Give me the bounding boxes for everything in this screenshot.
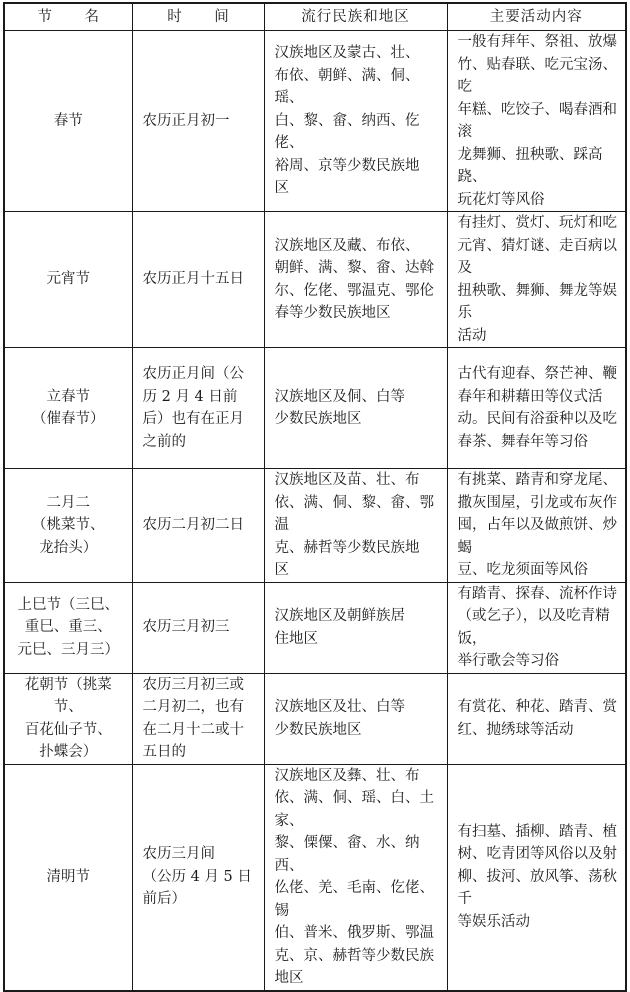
cell-line: 白、黎、畲、纳西、仡佬、 <box>274 112 420 152</box>
cell-line: 春节 <box>53 112 83 129</box>
cell-line: 农历正月间（公 <box>142 366 244 382</box>
cell-region <box>264 673 447 764</box>
table-body <box>4 31 626 991</box>
cell-name <box>4 582 132 673</box>
cell-line: （或乞子），以及吃青精饭， <box>457 608 610 647</box>
table-row <box>4 469 626 583</box>
cell-time <box>132 673 264 764</box>
cell-activity <box>447 31 626 212</box>
cell-line: 春年和耕藉田等仪式活 <box>457 388 603 405</box>
cell-line: 汉族地区及苗、壮、布 <box>274 472 420 488</box>
cell-name <box>4 764 132 991</box>
cell-line: 竹、贴春联、吃元宝汤、吃 <box>457 56 617 95</box>
cell-line: 农历三月初三或 <box>142 676 244 693</box>
cell-line: （桃菜节、 <box>32 517 105 533</box>
cell-line: 活动 <box>457 327 487 344</box>
cell-line: 扭秧歌、舞狮、舞龙等娱乐 <box>457 282 617 321</box>
cell-line: 农历正月十五日 <box>142 271 244 288</box>
cell-time <box>132 582 264 673</box>
cell-line: 汉族地区及蒙古、壮、 <box>274 45 420 62</box>
cell-line: 克、赫哲等少数民族地 <box>274 539 420 556</box>
cell-line: 农历正月初一 <box>142 112 230 129</box>
cell-line: 有踏青、探春、流杯作诗 <box>457 585 617 602</box>
cell-time <box>132 348 264 469</box>
cell-line: 区 <box>274 180 289 197</box>
cell-line: 元巳、三月三） <box>17 641 119 658</box>
cell-line: 花朝节（挑菜节、 <box>24 676 112 715</box>
cell-line: 依、满、侗、黎、畲、鄂温 <box>274 494 434 533</box>
festival-table <box>3 2 627 992</box>
cell-line: 二月初二，也有 <box>142 699 244 715</box>
cell-line: 等娱乐活动 <box>457 913 530 930</box>
cell-line: 清明节 <box>46 868 90 885</box>
cell-name <box>4 673 132 764</box>
cell-line: 龙舞狮、扭秧歌、踩高跷、 <box>457 146 603 185</box>
cell-line: 裕周、京等少数民族地 <box>274 157 420 174</box>
cell-line: 红、抛绣球等活动 <box>457 721 574 738</box>
table-row <box>4 31 626 212</box>
cell-activity <box>447 212 626 348</box>
header-region: 流行民族和地区 <box>264 3 447 31</box>
cell-line: 依、满、侗、瑶、白、土家、 <box>274 790 434 829</box>
cell-line: 之前的 <box>142 433 186 450</box>
cell-line: 后）也有在正月 <box>142 411 244 427</box>
cell-activity <box>447 582 626 673</box>
cell-line: 前后） <box>142 891 186 908</box>
cell-time <box>132 469 264 583</box>
cell-line: 有扫墓、插柳、踏青、植 <box>457 823 617 840</box>
cell-line: 年糕、吃饺子、喝春酒和滚 <box>457 101 617 140</box>
cell-name <box>4 212 132 348</box>
cell-line: 尔、仡佬、鄂温克、鄂伦 <box>274 282 434 299</box>
cell-line: （公历 4 月 5 日 <box>142 868 252 885</box>
cell-line: 住地区 <box>274 630 318 647</box>
table-row <box>4 673 626 764</box>
cell-time <box>132 212 264 348</box>
cell-name <box>4 348 132 469</box>
cell-line: 柳、拔河、放风筝、荡秋千 <box>457 868 617 908</box>
cell-line: 有赏花、种花、踏青、赏 <box>457 699 617 715</box>
cell-line: 玩花灯等风俗 <box>457 191 545 208</box>
table-row <box>4 582 626 673</box>
cell-line: 上巳节（三巳、 <box>17 596 119 613</box>
cell-line: 少数民族地区 <box>274 411 362 427</box>
cell-line: 囤，占年以及做煎饼、炒蝎 <box>457 517 617 556</box>
cell-line: 区 <box>274 562 289 578</box>
table-row <box>4 348 626 469</box>
cell-line: 元宵、猜灯谜、走百病以及 <box>457 237 617 276</box>
cell-region <box>264 31 447 212</box>
cell-line: （催春节） <box>32 411 105 427</box>
cell-line: 汉族地区及朝鲜族居 <box>274 608 405 624</box>
cell-line: 汉族地区及彝、壮、布 <box>274 767 420 784</box>
cell-region <box>264 348 447 469</box>
cell-line: 元宵节 <box>46 271 90 288</box>
cell-line: 仫佬、羌、毛南、仡佬、锡 <box>274 880 434 919</box>
cell-line: 龙抬头） <box>39 539 98 556</box>
table-row <box>4 212 626 348</box>
cell-line: 汉族地区及藏、布依、 <box>274 237 420 254</box>
cell-line: 重巳、重三、 <box>24 619 112 636</box>
cell-line: 春等少数民族地区 <box>274 305 391 321</box>
cell-line: 百花仙子节、 <box>24 721 112 738</box>
cell-region <box>264 469 447 583</box>
cell-line: 朝鲜、满、黎、畲、达斡 <box>274 260 434 276</box>
cell-region <box>264 582 447 673</box>
cell-line: 动。民间有浴蚕种以及吃 <box>457 411 617 427</box>
cell-line: 地区 <box>274 970 304 986</box>
cell-time <box>132 764 264 991</box>
cell-line: 一般有拜年、祭祖、放爆 <box>457 34 617 50</box>
festival-table-container <box>3 2 625 992</box>
cell-line: 汉族地区及侗、白等 <box>274 388 405 405</box>
cell-region <box>264 764 447 991</box>
cell-activity <box>447 764 626 991</box>
header-activity: 主要活动内容 <box>447 3 626 31</box>
cell-name <box>4 31 132 212</box>
cell-line: 有挑菜、踏青和穿龙尾、 <box>457 472 617 488</box>
cell-activity <box>447 348 626 469</box>
cell-line: 豆、吃龙须面等风俗 <box>457 562 588 578</box>
cell-line: 有挂灯、赏灯、玩灯和吃 <box>457 215 617 231</box>
cell-line: 农历二月初二日 <box>142 517 244 533</box>
cell-line: 撒灰围屋，引龙或布灰作 <box>457 494 617 511</box>
table-row <box>4 764 626 991</box>
table-header-row <box>4 3 626 31</box>
cell-line: 布依、朝鲜、满、侗、瑶、 <box>274 67 420 107</box>
cell-region <box>264 212 447 348</box>
cell-line: 汉族地区及壮、白等 <box>274 699 405 715</box>
header-time: 时 间 <box>132 3 264 31</box>
cell-line: 五日的 <box>142 744 186 760</box>
cell-line: 树、吃青团等风俗以及射 <box>457 846 617 863</box>
header-name: 节 名 <box>4 3 132 31</box>
cell-line: 扑蝶会） <box>39 744 98 760</box>
cell-line: 二月二 <box>46 494 90 511</box>
cell-line: 立春节 <box>46 388 90 405</box>
cell-name <box>4 469 132 583</box>
cell-line: 历 2 月 4 日前 <box>142 388 238 405</box>
cell-line: 少数民族地区 <box>274 721 362 738</box>
cell-line: 古代有迎春、祭芒神、鞭 <box>457 366 617 382</box>
cell-activity <box>447 673 626 764</box>
cell-line: 农历三月间 <box>142 846 215 863</box>
cell-line: 农历三月初三 <box>142 619 230 636</box>
cell-activity <box>447 469 626 583</box>
cell-line: 举行歌会等习俗 <box>457 653 559 669</box>
cell-line: 在二月十二或十 <box>142 721 244 738</box>
cell-time <box>132 31 264 212</box>
cell-line: 伯、普米、俄罗斯、鄂温 <box>274 925 434 941</box>
cell-line: 克、京、赫哲等少数民族 <box>274 947 434 964</box>
cell-line: 春茶、舞春年等习俗 <box>457 433 588 450</box>
cell-line: 黎、傈僳、畲、水、纳西、 <box>274 835 420 874</box>
